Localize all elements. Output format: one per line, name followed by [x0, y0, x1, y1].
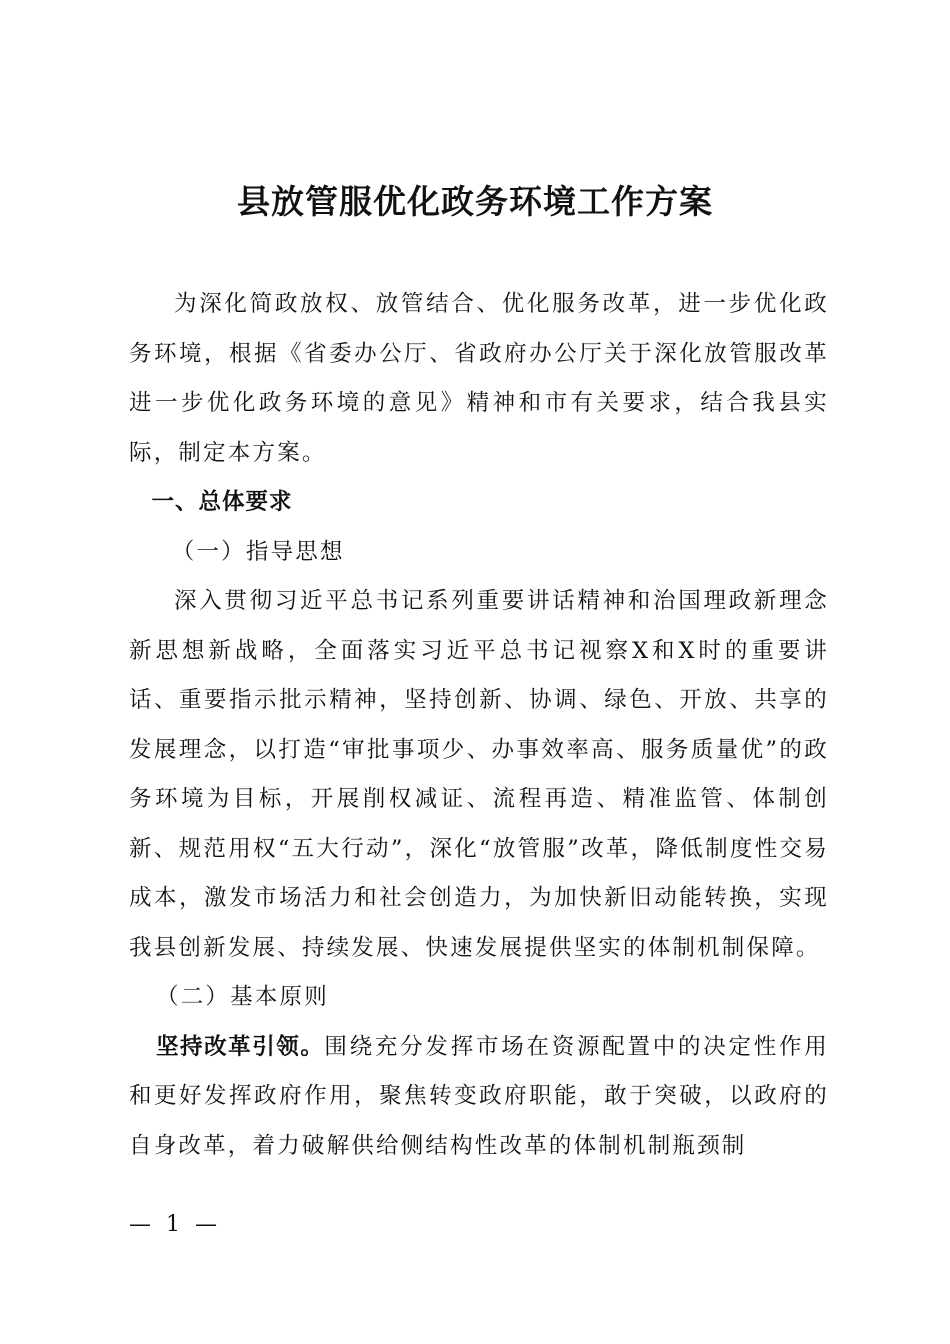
- principle-paragraph: [129, 1023, 829, 1172]
- subsection-heading-basic-principles: （二）基本原则: [156, 984, 329, 1010]
- document-title: 县放管服优化政务环境工作方案: [237, 182, 713, 221]
- guiding-ideology-paragraph: 深入贯彻习近平总书记系列重要讲话精神和治国理政新理念新思想新战略，全面落实习近平总书记视察X和X时的重要讲话、重要指示批示精神，坚持创新、协调、绿色、开放、共享的发展理念，以打造“审批事项少、办事效率高、服务质量优”的政务环境为目标，开展削权减证、流程再造、精准监管、体制创新、规范用权“五大行动”，深化“放管服”改革，降低制度性交易成本，激发市场活力和社会创造力，为加快新旧动能转换，实现我县创新发展、持续发展、快速发展提供坚实的体制机制保障。: [129, 588, 829, 961]
- principle-text: 围绕充分发挥市场在资源配置中的决定性作用和更好发挥政府作用，聚焦转变政府职能，敢于突破，以政府的自身改革，着力破解供给侧结构性改革的体制机制瓶颈制: [129, 1033, 829, 1159]
- page-number: — 1 —: [129, 1212, 221, 1237]
- intro-paragraph: 为深化简政放权、放管结合、优化服务改革，进一步优化政务环境，根据《省委办公厅、省政府办公厅关于深化放管服改革进一步优化政务环境的意见》精神和市有关要求，结合我县实际，制定本方案。: [129, 291, 829, 466]
- subsection-heading-guiding-ideology: （一）指导思想: [171, 538, 345, 565]
- document-body: [129, 280, 829, 1171]
- principle-lead: 坚持改革引领。: [156, 1033, 325, 1060]
- section-heading-general-requirements: 一、总体要求: [151, 489, 293, 515]
